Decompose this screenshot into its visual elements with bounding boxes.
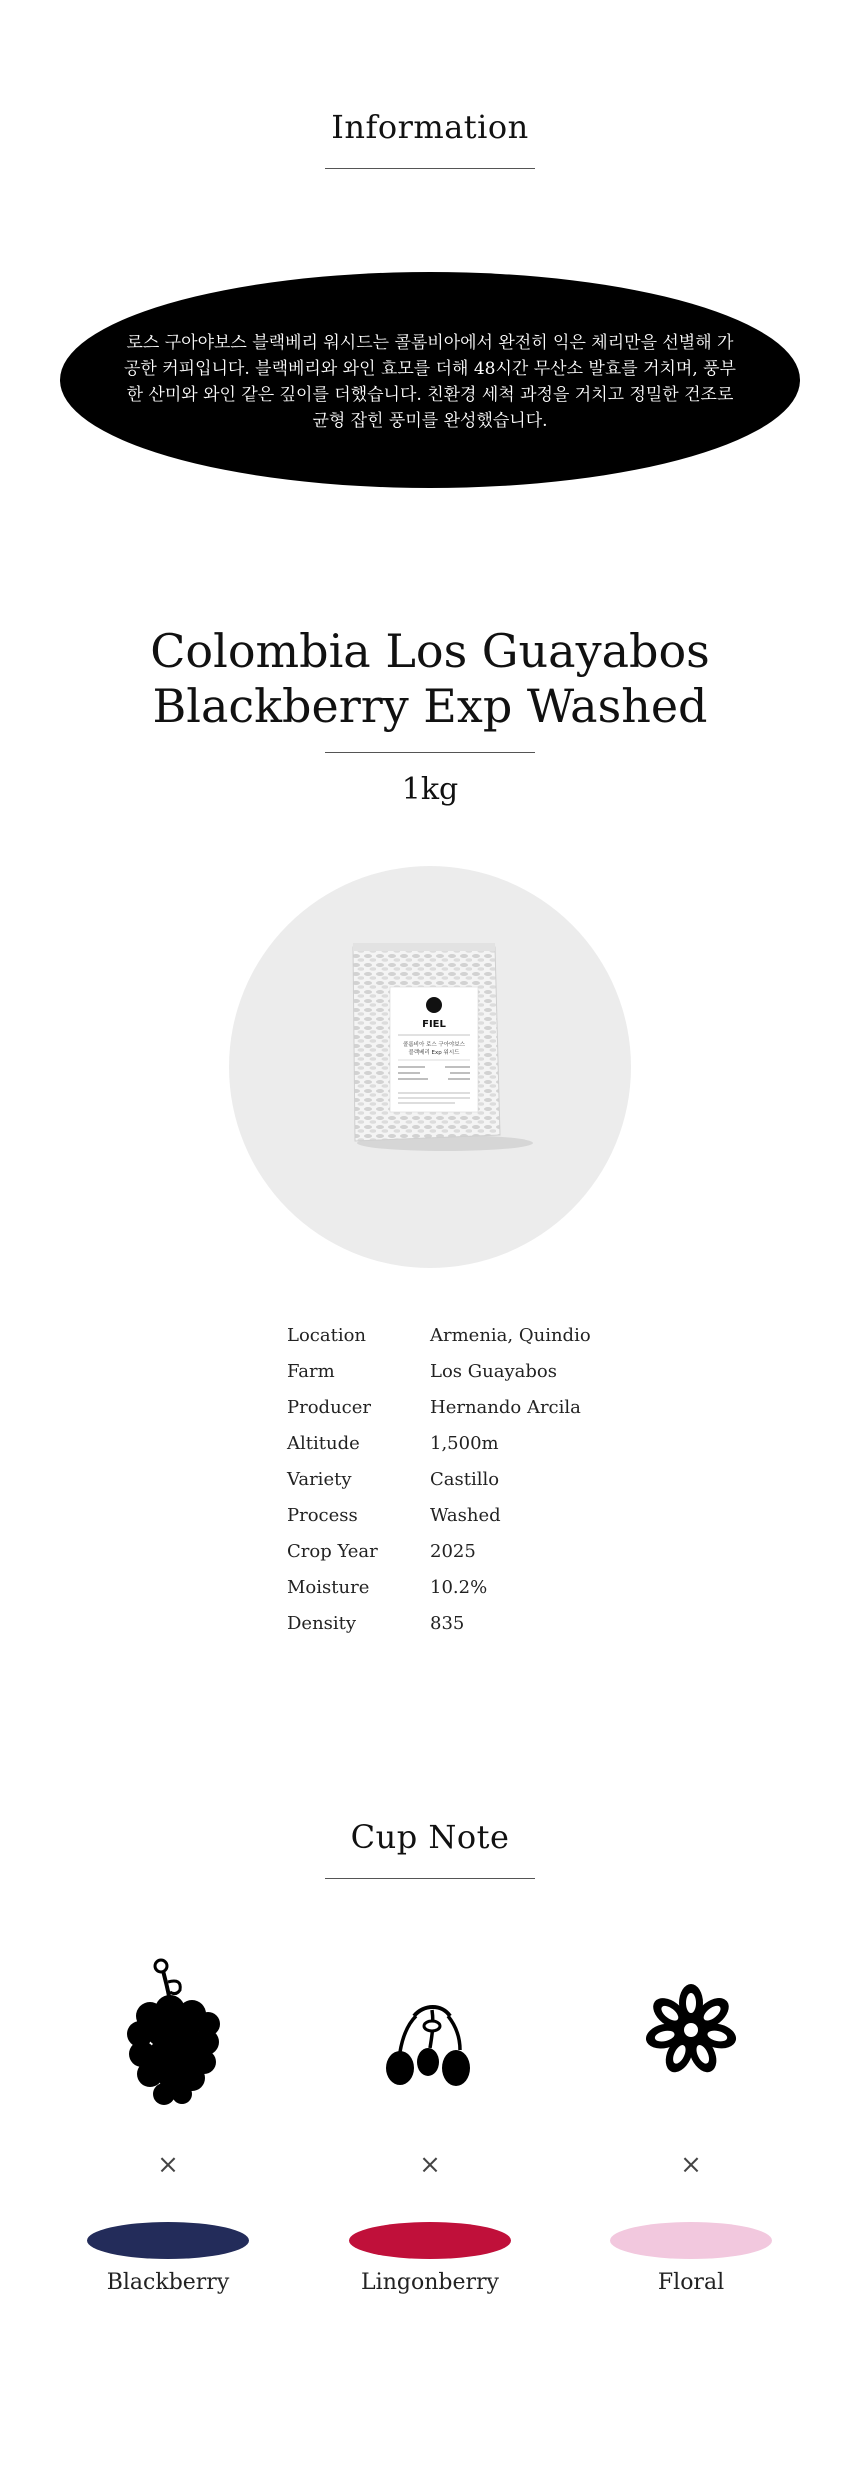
spec-value: Armenia, Quindio [430, 1325, 591, 1346]
blackberry-icon [118, 1958, 228, 2108]
spec-label: Process [287, 1505, 358, 1526]
spec-row [287, 1462, 591, 1498]
spec-label: Altitude [287, 1433, 360, 1454]
spec-label: Farm [287, 1361, 335, 1382]
lingonberry-icon [384, 2000, 478, 2090]
spec-label: Variety [287, 1469, 352, 1490]
product-divider [325, 752, 535, 753]
spec-value: Los Guayabos [430, 1361, 557, 1382]
cup-note-label-blackberry: Blackberry [106, 2270, 230, 2295]
spec-value: 835 [430, 1613, 465, 1634]
spec-value: 10.2% [430, 1577, 488, 1598]
package-name-line1: 콜롬비아 로스 구아야보스 [403, 1042, 465, 1048]
lingonberry-cross: × [419, 2150, 441, 2180]
spec-row [287, 1354, 591, 1390]
spec-row [287, 1570, 591, 1606]
cup-note-label-lingonberry: Lingonberry [361, 2270, 499, 2295]
spec-label: Moisture [287, 1577, 370, 1598]
intro-description: 로스 구아야보스 블랙베리 워시드는 콜롬비아에서 완전히 익은 체리만을 선별해 가공한 커피입니다. 블랙베리와 와인 효모를 더해 48시간 무산소 발효를 거치며, 풍부한 산미와 와인 같은 깊이를 더했습니다. 친환경 세척 과정을 거치고 정밀한 건조로 균형 잡힌 풍미를 완성했습니다. [124, 333, 736, 431]
spec-row [287, 1534, 591, 1570]
product-title-line2: Blackberry Exp Washed [152, 679, 708, 733]
cup-note-title: Cup Note [350, 1818, 510, 1856]
package-name-line2: 블랙베리 Exp 워시드 [408, 1050, 460, 1056]
product-title-line1: Colombia Los Guayabos [150, 624, 710, 678]
product-weight: 1kg [401, 772, 459, 807]
cup-note-divider [325, 1878, 535, 1879]
blackberry-cross: × [157, 2150, 179, 2180]
spec-value: Castillo [430, 1469, 500, 1490]
spec-label: Density [287, 1613, 357, 1634]
information-divider [325, 168, 535, 169]
spec-row [287, 1426, 591, 1462]
spec-label: Crop Year [287, 1541, 378, 1562]
floral-color-swatch [610, 2222, 772, 2259]
lingonberry-color-swatch [349, 2222, 511, 2259]
blackberry-color-swatch [87, 2222, 249, 2259]
floral-cross: × [680, 2150, 702, 2180]
spec-row [287, 1606, 591, 1642]
spec-label: Location [287, 1325, 367, 1346]
flower-icon [644, 1983, 738, 2077]
spec-value: Washed [430, 1505, 501, 1526]
spec-table [287, 1318, 591, 1642]
information-title: Information [331, 108, 529, 146]
coffee-bag-image [340, 935, 540, 1153]
spec-label: Producer [287, 1397, 372, 1418]
spec-value: 1,500m [430, 1433, 499, 1454]
spec-value: Hernando Arcila [430, 1397, 581, 1418]
spec-value: 2025 [430, 1541, 476, 1562]
spec-row [287, 1390, 591, 1426]
spec-row [287, 1318, 591, 1354]
package-brand: FIEL [422, 1019, 446, 1030]
cup-note-label-floral: Floral [657, 2270, 725, 2295]
spec-row [287, 1498, 591, 1534]
